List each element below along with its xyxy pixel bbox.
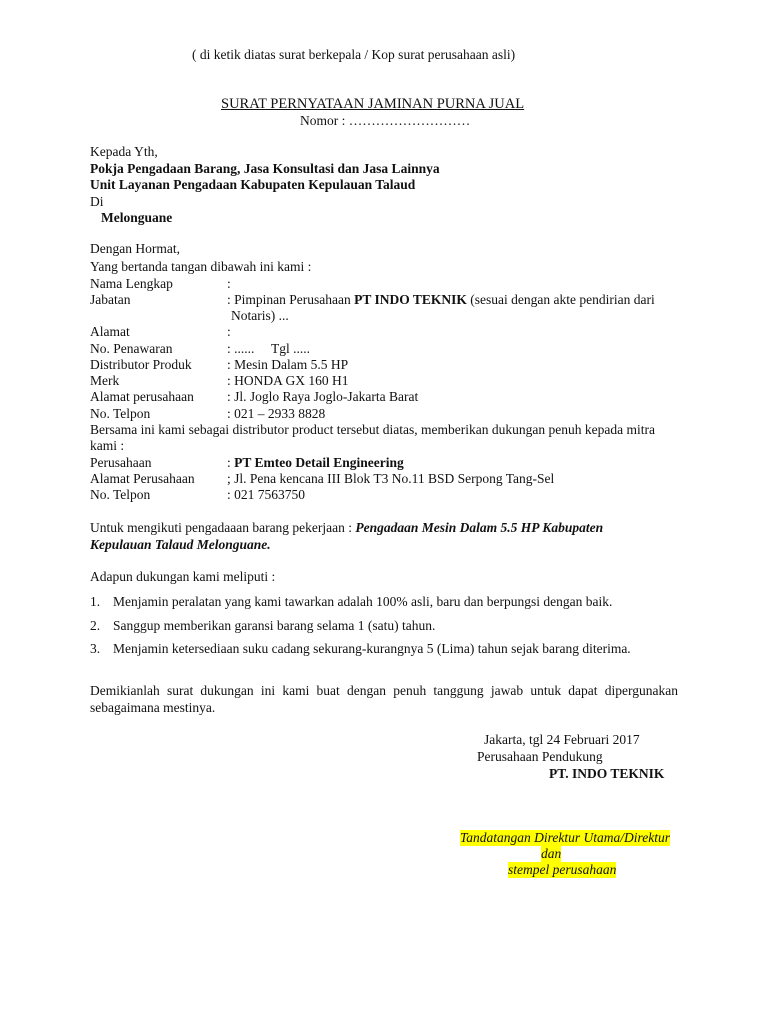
recipient-place: Melonguane [101,210,173,225]
document-title: SURAT PERNYATAAN JAMINAN PURNA JUAL [221,96,525,112]
partner-sep-perusahaan: : [227,455,231,470]
sign-instruction-line2: dan [541,846,562,861]
recipient-di: Di [90,194,104,209]
jabatan-post: (sesuai dengan akte pendirian dari [466,292,655,307]
jabatan-company: PT INDO TEKNIK [354,292,467,307]
field-value-telpon [227,406,325,422]
field-value-penawaran [227,341,310,357]
field-label-telpon: No. Telpon [90,406,151,421]
partner-label-alamat: Alamat Perusahaan [90,471,195,486]
field-sep-distributor: : [227,357,231,372]
recipient-kepada: Kepada Yth, [90,144,158,159]
jabatan-line2: Notaris) ... [231,308,289,323]
partner-telpon: 021 7563750 [230,487,306,502]
signature-company: PT. INDO TEKNIK [549,766,665,781]
list-num-3: 3. [90,641,101,656]
field-value-alamat-perusahaan [227,389,418,405]
partner-sep-alamat: ; [227,471,231,486]
purpose-line2: Kepulauan Talaud Melonguane. [90,537,271,552]
field-sep-telpon: : [227,406,231,421]
intro-line: Yang bertanda tangan dibawah ini kami : [90,259,312,274]
field-value-distributor [227,357,348,373]
merk-value: HONDA GX 160 H1 [230,373,349,388]
list-num-1: 1. [90,594,101,609]
field-sep-merk: : [227,373,231,388]
field-label-jabatan: Jabatan [90,292,131,307]
header-note: ( di ketik diatas surat berkepala / Kop surat perusahaan asli) [192,47,516,62]
purpose-line1 [90,520,603,536]
signature-place-date: Jakarta, tgl 24 Februari 2017 [484,732,640,747]
partner-alamat: Jl. Pena kencana III Blok T3 No.11 BSD Serpong Tang-Sel [230,471,555,486]
partner-label-telpon: No. Telpon [90,487,151,502]
field-value-merk [227,373,349,389]
recipient-line2: Unit Layanan Pengadaan Kabupaten Kepulauan Talaud [90,177,416,192]
field-label-nama: Nama Lengkap [90,276,173,291]
field-label-alamat: Alamat [90,324,130,339]
list-num-2: 2. [90,618,101,633]
field-label-distributor: Distributor Produk [90,357,192,372]
field-sep-alamat-perusahaan: : [227,389,231,404]
partner-label-perusahaan: Perusahaan [90,455,152,470]
field-label-alamat-perusahaan: Alamat perusahaan [90,389,194,404]
support-line1: Bersama ini kami sebagai distributor product tersebut diatas, memberikan dukungan penuh kepada mitra [90,422,655,437]
telpon-value: 021 – 2933 8828 [230,406,326,421]
partner-value-telpon [227,487,305,503]
field-value-jabatan [227,292,655,308]
purpose-pre: Untuk mengikuti pengadaaan barang pekerjaan : [90,520,356,535]
field-label-merk: Merk [90,373,120,388]
list-item-1: Menjamin peralatan yang kami tawarkan adalah 100% asli, baru dan berpungsi dengan baik. [113,594,613,609]
closing-paragraph: Demikianlah surat dukungan ini kami buat dengan penuh tanggung jawab untuk dapat dipergunakan sebagaimana mestinya. [90,683,678,715]
alamat-perusahaan-value: Jl. Joglo Raya Joglo-Jakarta Barat [230,389,419,404]
field-label-penawaran: No. Penawaran [90,341,173,356]
field-sep-nama: : [227,276,231,291]
support-line2: kami : [90,438,125,453]
partner-sep-telpon: : [227,487,231,502]
list-item-2: Sanggup memberikan garansi barang selama 1 (satu) tahun. [113,618,436,633]
penawaran-value: ...... Tgl ..... [230,341,311,356]
partner-value-alamat [227,471,554,487]
list-item-3: Menjamin ketersediaan suku cadang sekurang-kurangnya 5 (Lima) tahun sejak barang diterima. [113,641,631,656]
field-sep-penawaran: : [227,341,231,356]
partner-value-perusahaan [227,455,404,471]
sign-instruction-line3: stempel perusahaan [508,862,617,877]
purpose-project: Pengadaan Mesin Dalam 5.5 HP Kabupaten [355,520,604,535]
recipient-line1: Pokja Pengadaan Barang, Jasa Konsultasi dan Jasa Lainnya [90,161,440,176]
sign-instruction-line1: Tandatangan Direktur Utama/Direktur [460,830,671,845]
field-sep-alamat: : [227,324,231,339]
scope-intro: Adapun dukungan kami meliputi : [90,569,276,584]
partner-company: PT Emteo Detail Engineering [230,455,404,470]
jabatan-pre: Pimpinan Perusahaan [230,292,355,307]
document-number: Nomor : ……………………… [300,113,471,128]
field-sep-jabatan: : [227,292,231,307]
greeting: Dengan Hormat, [90,241,180,256]
signature-company-label: Perusahaan Pendukung [477,749,603,764]
distributor-value: Mesin Dalam 5.5 HP [230,357,349,372]
